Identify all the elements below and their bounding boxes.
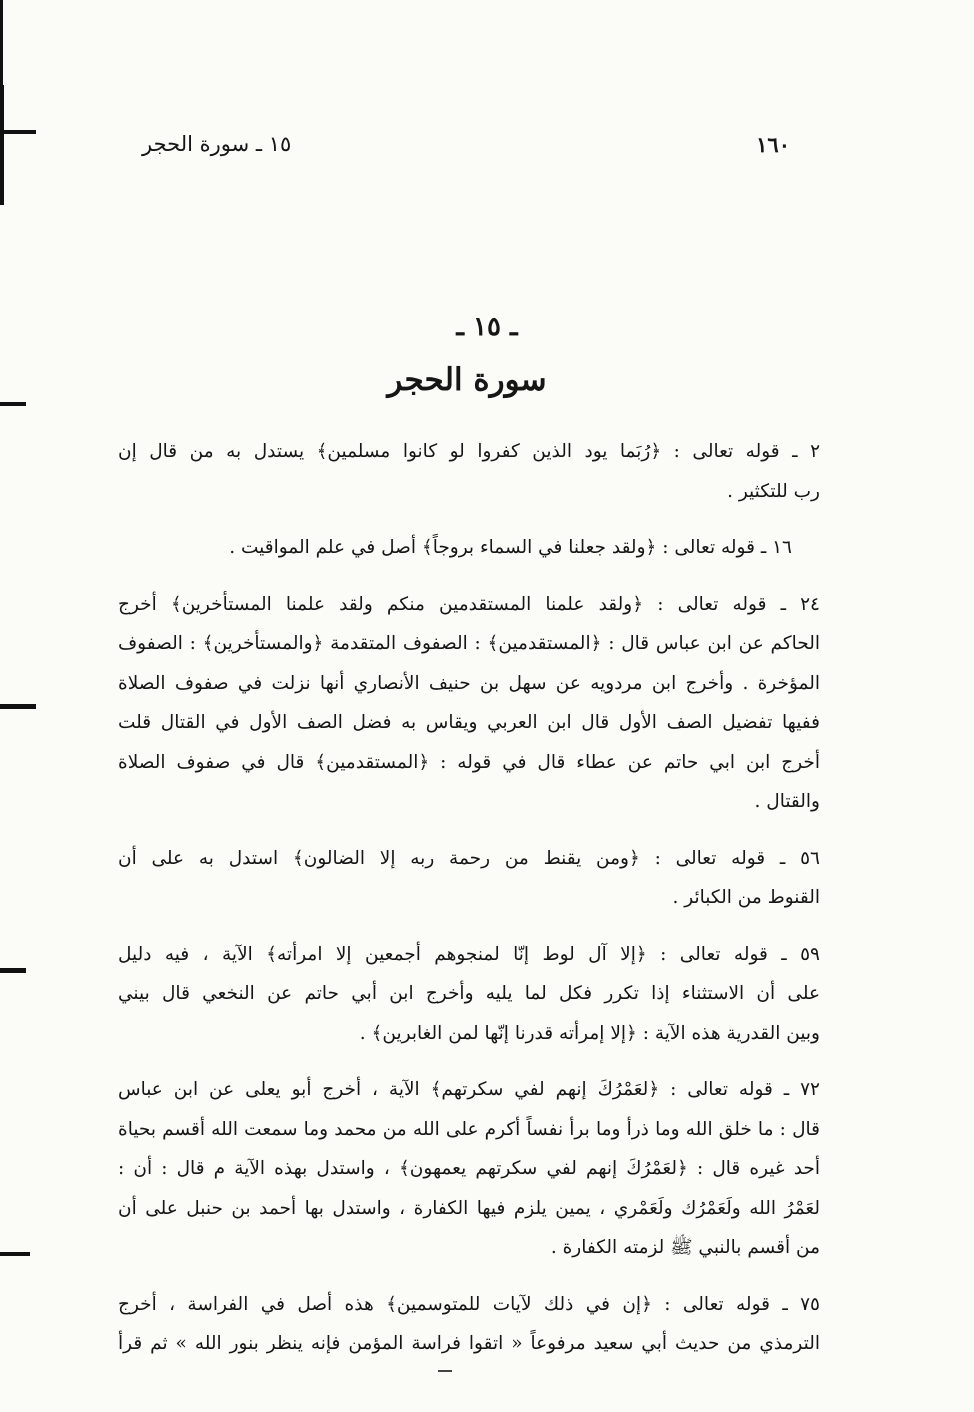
scan-edge-mark <box>0 704 36 709</box>
footer-dash <box>438 1370 452 1372</box>
text-line: ٥٩ ـ قوله تعالى : ﴿إلا آل لوط إنّا لمنجوهم أجمعين إلا امرأته﴾ الآية ، فيه دليل <box>118 943 820 965</box>
paragraph-verse-56 <box>118 839 820 918</box>
text-line: ٢ ـ قوله تعالى : ﴿رُبَما يود الذين كفروا لو كانوا مسلمين﴾ يستدل به من قال إن <box>118 441 820 462</box>
scan-edge-mark <box>0 85 4 205</box>
main-text <box>118 432 820 1381</box>
chapter-title: سورة الحجر <box>387 362 547 398</box>
text-line: وبين القدرية هذه الآية : ﴿إلا إمرأته قدرنا إنّها لمن الغابرين﴾ . <box>359 1022 820 1044</box>
text-line: ١٦ ـ قوله تعالى : ﴿ولقد جعلنا في السماء بروجاً﴾ أصل في علم المواقيت . <box>229 537 792 558</box>
paragraph-verse-16 <box>118 528 820 568</box>
text-line: الحاكم عن ابن عباس قال : ﴿المستقدمين﴾ : الصفوف المتقدمة ﴿والمستأخرين﴾ : الصفوف <box>118 633 820 654</box>
text-line: ٥٦ ـ قوله تعالى : ﴿ومن يقنط من رحمة ربه إلا الضالون﴾ استدل به على أن <box>118 847 820 869</box>
text-line: الترمذي من حديث أبي سعيد مرفوعاً « اتقوا فراسة المؤمن فإنه ينظر بنور الله » ثم قرأ <box>118 1333 820 1354</box>
page-number: ١٦٠ <box>756 132 790 157</box>
text-line: على أن الاستثناء إذا تكرر فكل لما يليه وأخرج ابن أبي حاتم عن النخعي قال بيني <box>118 983 820 1004</box>
text-line: أخرج ابن ابي حاتم عن عطاء قال في قوله : ﴿المستقدمين﴾ قال في صفوف الصلاة <box>118 751 820 773</box>
text-line: من أقسم بالنبي ﷺ لزمته الكفارة . <box>550 1237 820 1258</box>
scan-edge-mark <box>0 1252 30 1256</box>
text-line: ٧٢ ـ قوله تعالى : ﴿لعَمْرُكَ إنهم لفي سكرتهم﴾ الآية ، أخرج أبو يعلى عن ابن عباس <box>118 1079 820 1100</box>
paragraph-verse-59 <box>118 935 820 1054</box>
text-line: ففيها تفضيل الصف الأول قال ابن العربي ويقاس به فضل الصف الأول في القتال قلت <box>118 712 820 733</box>
text-line: ٢٤ ـ قوله تعالى : ﴿ولقد علمنا المستقدمين منكم ولقد علمنا المستأخرين﴾ أخرج <box>118 593 820 615</box>
scan-edge-mark <box>0 968 26 973</box>
surah-running-title: ١٥ ـ سورة الحجر <box>142 132 292 156</box>
text-line: المؤخرة . وأخرج ابن مردويه عن سهل بن حنيف الأنصاري أنها نزلت في صفوف الصلاة <box>118 672 820 694</box>
chapter-number: ـ ١٥ ـ <box>456 312 518 342</box>
scan-edge-mark <box>0 130 36 134</box>
text-line: لعَمْرُ الله ولَعَمْرُك ولَعَمْري ، يمين يلزم فيها الكفارة ، واستدل بها أحمد بن حنبل على أن <box>118 1197 820 1219</box>
paragraph-verse-2 <box>118 432 820 511</box>
text-line: أحد غيره قال : ﴿لعَمْرُكَ إنهم لفي سكرتهم يعمهون﴾ ، واستدل بهذه الآية م قال : أن : <box>118 1158 820 1179</box>
paragraph-verse-24 <box>118 585 820 822</box>
paragraph-verse-75 <box>118 1285 820 1364</box>
running-header <box>120 132 820 166</box>
text-line: رب للتكثير . <box>727 480 820 502</box>
scan-edge-mark <box>0 402 26 406</box>
text-line: القنوط من الكبائر . <box>672 887 820 908</box>
text-line: قال : ما خلق الله وما ذرأ وما برأ نفساً أكرم على الله من محمد وما سمعت الله أقسم بحياة <box>118 1118 820 1140</box>
text-line: والقتال . <box>754 791 820 812</box>
text-line: ٧٥ ـ قوله تعالى : ﴿إن في ذلك لآيات للمتوسمين﴾ هذه أصل في الفراسة ، أخرج <box>118 1293 820 1315</box>
paragraph-verse-72 <box>118 1070 820 1268</box>
